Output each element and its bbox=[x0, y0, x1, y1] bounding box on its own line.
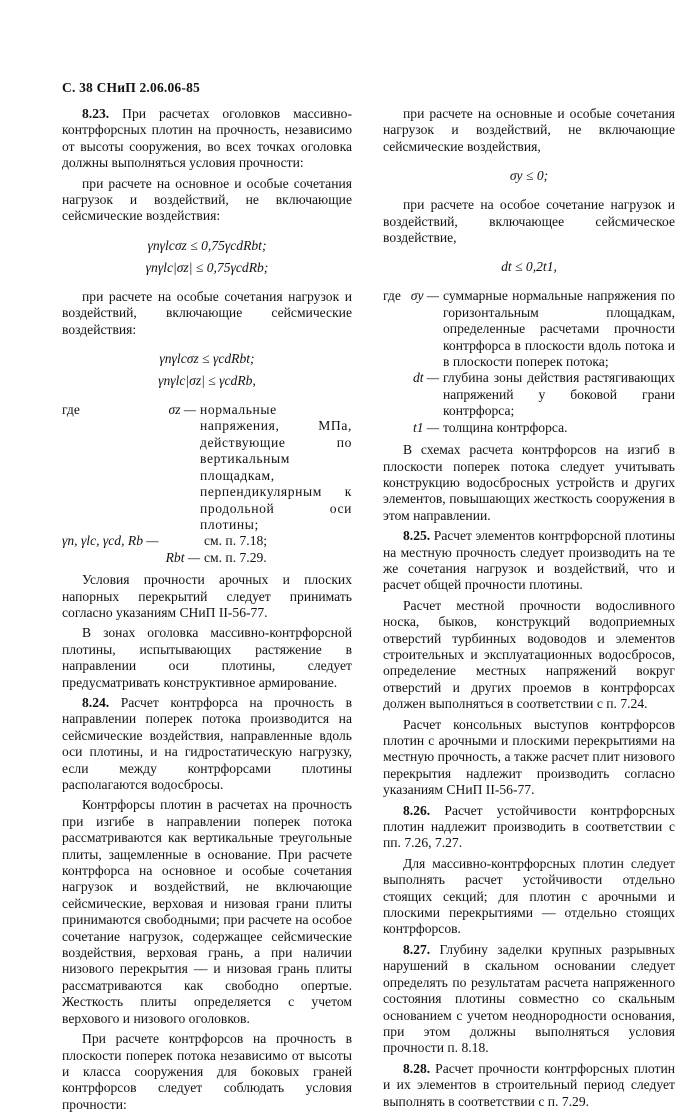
definition-row bbox=[62, 550, 352, 566]
definition-text: глубина зоны действия растягивающих напряжений у боковой грани контрфорса; bbox=[443, 370, 675, 419]
definition-symbol: γn, γlc, γcd, Rb — bbox=[62, 533, 159, 549]
formula-block bbox=[383, 165, 675, 187]
clause-number: 8.28. bbox=[403, 1060, 431, 1076]
paragraph: Расчет консольных выступов контрфорсов плотин с арочными и плоскими перекрытиями на местную прочность, а также расчет плит низового перекрытия надлежит производить согласно указаниям СНиП II-56-77. bbox=[383, 716, 675, 798]
definition-text: суммарные нормальные напряжения по горизонтальным площадкам, определенные расчетами прочности контрфорса в плоскости вдоль потока и в плоскости поперек потока; bbox=[443, 288, 675, 370]
paragraph: Для массивно-контрфорсных плотин следует выполнять расчет устойчивости отдельно стоящих секций; для плотин с арочными и плоскими перекрытиями — отдельно стоящих контрфорсов. bbox=[383, 855, 675, 937]
formula: dt ≤ 0,2t1, bbox=[501, 259, 557, 275]
formula-block bbox=[62, 348, 352, 392]
formula: γnγlc|σz| ≤ 0,75γcdRb; bbox=[145, 259, 269, 275]
definition-text: нормальные напряжения, МПа, действующие по вертикальным площадкам, перпендикулярным к продольной оси плотины; bbox=[200, 402, 352, 532]
definition-symbol: σz — bbox=[168, 402, 196, 418]
clause-number: 8.27. bbox=[403, 941, 431, 957]
definition-text: толщина контрфорса. bbox=[443, 419, 568, 435]
paragraph-8-26 bbox=[383, 803, 675, 852]
paragraph: при расчете на особые сочетания нагрузок и воздействий, включающие сейсмические воздействия: bbox=[62, 288, 352, 337]
definition-symbol: Rbt — bbox=[165, 549, 200, 565]
formula-block bbox=[62, 235, 352, 279]
paragraph-text: Глубину заделки крупных разрывных нарушений в скальном основании следует определять по результатам расчета напряженного состояния плотины совместно со скальным основанием с учетом неоднородности основания, при этом должны выполняться условия прочности п. 8.18. bbox=[383, 941, 675, 1056]
formula: γnγlcσz ≤ 0,75γcdRbt; bbox=[147, 237, 267, 253]
paragraph-text: Расчет устойчивости контрфорсных плотин надлежит производить в соответствии с пп. 7.26, 7.27. bbox=[383, 802, 675, 851]
definition-text: см. п. 7.18; bbox=[204, 533, 268, 549]
definition-row bbox=[383, 420, 675, 436]
paragraph-text: Расчет элементов контрфорсной плотины на местную прочность следует производить на те же сочетания нагрузок и воздействий, что и расчет общей прочности плотины. bbox=[383, 528, 675, 593]
paragraph-text: Расчет прочности контрфорсных плотин и их элементов в строительный период следует выполнять в соответствии с п. 7.29. bbox=[383, 1060, 675, 1109]
formula: γnγlc|σz| ≤ γcdRb, bbox=[158, 373, 256, 389]
paragraph: В зонах оголовка массивно-контрфорсной плотины, испытывающих растяжение в направлении оси плотины, следует предусматривать конструктивное армирование. bbox=[62, 625, 352, 690]
definition-row bbox=[62, 533, 352, 549]
left-column bbox=[62, 106, 352, 1117]
formula: σy ≤ 0; bbox=[509, 168, 549, 184]
definitions bbox=[62, 402, 352, 566]
definitions bbox=[383, 288, 675, 436]
paragraph-8-24 bbox=[62, 695, 352, 793]
clause-number: 8.26. bbox=[403, 802, 431, 818]
definition-row bbox=[383, 288, 675, 370]
paragraph: при расчете на основное и особые сочетания нагрузок и воздействий, не включающие сейсмические воздействия: bbox=[62, 175, 352, 224]
clause-number: 8.25. bbox=[403, 528, 431, 544]
paragraph-8-23 bbox=[62, 106, 352, 172]
definition-text: см. п. 7.29. bbox=[204, 549, 267, 565]
paragraph-8-25 bbox=[383, 528, 675, 594]
right-column bbox=[383, 106, 675, 1114]
paragraph: При расчете контрфорсов на прочность в плоскости поперек потока независимо от высоты и класса сооружения для боковых граней контрфорсов следует соблюдать условия прочности: bbox=[62, 1031, 352, 1112]
formula: γnγlcσz ≤ γcdRbt; bbox=[159, 351, 255, 367]
where-label: где bbox=[383, 288, 401, 304]
definition-row bbox=[383, 370, 675, 419]
paragraph: Контрфорсы плотин в расчетах на прочность при изгибе в направлении поперек потока рассматриваются как вертикальные треугольные плиты, защемленные в основание. При расчете контрфорса на основное и особые сочетания нагрузок и воздействий, не включающие сейсмические, верховая и низовая грани плиты принимаются свободными; при расчете на особое сочетание нагрузок, содержащее сейсмические воздействия, верховая грань, а при наличии низового перекрытия — и низовая грань плиты рассматриваются как свободно опертые. Жесткость плиты определяется с учетом верхового и низового оголовков. bbox=[62, 797, 352, 1026]
definition-row bbox=[62, 402, 352, 533]
paragraph: Условия прочности арочных и плоских напорных перекрытий следует принимать согласно указаниям СНиП II-56-77. bbox=[62, 572, 352, 620]
paragraph-text: Расчет контрфорса на прочность в направлении поперек потока производится на сейсмические воздействия, направленные вдоль оси плотины, и на гидростатическую нагрузку, если между контрфорсами плотины располагаются водосбросы. bbox=[62, 694, 352, 792]
clause-number: 8.23. bbox=[82, 106, 110, 121]
paragraph-8-28 bbox=[383, 1061, 675, 1110]
definition-symbol: σy — bbox=[410, 288, 439, 304]
paragraph-text: При расчетах оголовков массивно-контрфорсных плотин на прочность, независимо от высоты сооружения, во всех точках оголовка должны выполняться условия прочности: bbox=[62, 106, 352, 171]
paragraph: В схемах расчета контрфорсов на изгиб в плоскости поперек потока следует учитывать конструкцию водосбросных устройств и других элементов, повышающих жесткость сооружения в этом направлении. bbox=[383, 442, 675, 523]
definition-symbol: dt — bbox=[412, 370, 439, 386]
paragraph: при расчете на основные и особые сочетания нагрузок и воздействий, не включающие сейсмические воздействия, bbox=[383, 106, 675, 154]
where-label: где bbox=[62, 402, 80, 418]
paragraph-8-27 bbox=[383, 942, 675, 1057]
formula-block bbox=[383, 256, 675, 278]
definition-symbol: t1 — bbox=[412, 419, 439, 435]
paragraph: при расчете на особое сочетание нагрузок и воздействий, включающее сейсмическое воздействие, bbox=[383, 197, 675, 246]
clause-number: 8.24. bbox=[82, 694, 110, 710]
page-header: С. 38 СНиП 2.06.06-85 bbox=[62, 80, 200, 95]
paragraph: Расчет местной прочности водосливного носка, быков, конструкций водоприемных отверстий турбинных водоводов и элементов строительных и эксплуатационных водосбросов, определение местных напряжений вокруг отверстий и других проемов в контрфорсах должен выполняться в соответствии с п. 7.24. bbox=[383, 597, 675, 712]
